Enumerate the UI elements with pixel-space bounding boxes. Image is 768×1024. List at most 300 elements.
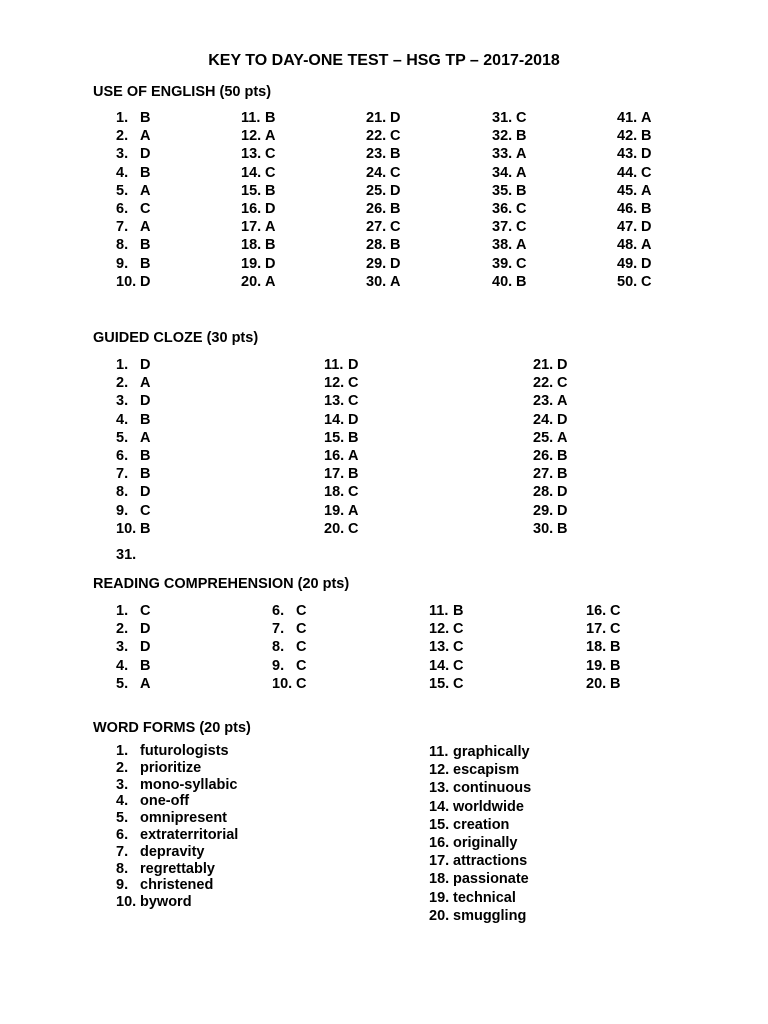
answer-text: C [296,603,307,619]
guided-cloze-column-1 [116,356,150,538]
answer-item [116,127,150,145]
question-number: 18. [324,484,345,501]
question-number: 48. [617,237,638,254]
answer-item [272,602,306,620]
answer-item [617,182,651,200]
answer-text: C [453,657,464,674]
answer-text: B [610,639,621,656]
page-title: KEY TO DAY-ONE TEST – HSG TP – 2017-2018 [208,52,560,69]
question-number: 14. [241,164,262,181]
question-number: 38. [492,237,513,254]
answer-item [272,657,306,675]
question-number: 15. [241,182,262,199]
answer-item [366,127,400,145]
answer-item [366,236,400,254]
answer-item [533,447,567,465]
answer-text: D [140,273,151,290]
question-number: 6. [116,200,129,217]
answer-item [116,273,150,291]
answer-text: C [453,621,464,638]
answer-text: A [265,128,276,145]
question-number: 3. [116,146,129,163]
answer-text: B [265,237,276,254]
answer-item [116,760,238,777]
answer-text: creation [453,816,510,833]
answer-item [366,164,400,182]
answer-item [429,743,531,761]
answer-text: C [516,219,527,236]
answer-text: mono-syllabic [140,776,238,793]
answer-text: C [348,375,359,392]
question-number: 47. [617,219,638,236]
answer-text: B [557,447,568,464]
answer-text: C [265,146,276,163]
question-number: 10. [116,894,137,911]
answer-item [116,255,150,273]
answer-item [116,447,150,465]
answer-text: B [265,110,276,126]
answer-item [533,392,567,410]
answer-text: D [140,639,151,656]
answer-text: B [641,128,652,145]
answer-text: extraterritorial [140,826,239,843]
question-number: 13. [324,393,345,410]
question-number: 28. [533,484,554,501]
answer-item [324,374,358,392]
answer-item [241,109,275,127]
answer-text: C [390,128,401,145]
question-number: 39. [492,255,513,272]
answer-text: A [140,182,151,199]
answer-text: C [348,393,359,410]
question-number: 19. [324,502,345,519]
answer-item [324,483,358,501]
reading-column-2 [272,602,306,693]
question-number: 28. [366,237,387,254]
question-number: 20. [586,675,607,692]
answer-text: D [641,219,652,236]
answer-item [429,834,531,852]
question-number: 13. [429,639,450,656]
answer-text: A [140,128,151,145]
answer-text: A [557,429,568,446]
answer-text: A [265,273,276,290]
answer-item [116,236,150,254]
question-number: 30. [533,520,554,537]
question-number: 16. [324,447,345,464]
reading-column-1 [116,602,150,693]
question-number: 1. [116,743,129,759]
answer-item [429,638,463,656]
answer-text: attractions [453,853,528,870]
guided-cloze-heading: GUIDED CLOZE (30 pts) [93,330,259,346]
question-number: 3. [116,393,129,410]
question-number: 40. [492,273,513,290]
question-number: 23. [533,393,554,410]
question-number: 2. [116,375,129,392]
answer-text: C [140,603,151,619]
answer-text: D [265,200,276,217]
answer-text: C [610,621,621,638]
answer-item [533,502,567,520]
answer-text: B [140,447,151,464]
answer-text: C [296,657,307,674]
answer-text: C [265,164,276,181]
answer-item [533,465,567,483]
question-number: 20. [429,907,450,924]
question-number: 23. [366,146,387,163]
answer-item [492,145,526,163]
question-number: 24. [366,164,387,181]
answer-item [324,356,358,374]
question-number: 11. [429,603,449,619]
reading-column-3 [429,602,463,693]
answer-item [272,620,306,638]
answer-text: B [140,255,151,272]
answer-text: C [641,164,652,181]
answer-text: C [390,164,401,181]
question-number: 3. [116,639,129,656]
question-number: 25. [533,429,554,446]
question-number: 9. [272,657,285,674]
answer-text: B [265,182,276,199]
question-number: 9. [116,502,129,519]
answer-item [617,109,651,127]
answer-item [116,675,150,693]
answer-item [116,182,150,200]
answer-text: passionate [453,871,529,888]
answer-item [324,392,358,410]
question-number: 1. [116,603,129,619]
answer-item [116,164,150,182]
answer-item [586,620,620,638]
answer-item [429,779,531,797]
answer-text: A [641,182,652,199]
answer-item [533,483,567,501]
question-number: 32. [492,128,513,145]
answer-text: B [348,466,359,483]
question-number: 16. [429,834,450,851]
answer-text: D [557,411,568,428]
answer-text: B [641,200,652,217]
question-number: 5. [116,429,129,446]
reading-column-4 [586,602,620,693]
answer-text: A [348,502,359,519]
answer-item [533,429,567,447]
question-number: 17. [586,621,607,638]
question-number: 29. [366,255,387,272]
question-number: 6. [272,603,285,619]
question-number: 49. [617,255,638,272]
question-number: 26. [366,200,387,217]
answer-item [429,870,531,888]
use-of-english-heading: USE OF ENGLISH (50 pts) [93,84,272,100]
answer-item [617,145,651,163]
answer-item [366,273,400,291]
answer-text: A [641,110,652,126]
word-forms-column-1 [116,743,238,911]
answer-item [586,638,620,656]
answer-item [366,218,400,236]
question-number: 36. [492,200,513,217]
question-number: 17. [324,466,345,483]
question-number: 12. [241,128,262,145]
answer-item [241,273,275,291]
answer-item [586,602,620,620]
answer-item [366,200,400,218]
answer-item [366,109,400,127]
question-number: 18. [586,639,607,656]
answer-text: A [140,375,151,392]
answer-item [241,218,275,236]
answer-text: A [140,219,151,236]
answer-item [272,638,306,656]
answer-item [492,273,526,291]
answer-item [366,182,400,200]
answer-text: C [140,502,151,519]
answer-item [429,602,463,620]
question-number: 7. [272,621,285,638]
answer-item [116,793,238,810]
answer-text: C [557,375,568,392]
question-number: 37. [492,219,513,236]
answer-text: C [610,603,621,619]
answer-item [492,236,526,254]
answer-item [533,411,567,429]
question-number: 25. [366,182,387,199]
question-number: 8. [116,484,129,501]
answer-item [241,236,275,254]
answer-text: technical [453,889,516,906]
answer-text: D [348,357,359,373]
question-number: 2. [116,128,129,145]
question-number: 46. [617,200,638,217]
question-number: 18. [241,237,262,254]
answer-text: B [610,657,621,674]
answer-item [324,429,358,447]
question-number: 19. [429,889,450,906]
answer-item [429,889,531,907]
answer-text: A [140,429,151,446]
answer-item [241,164,275,182]
answer-text: originally [453,834,518,851]
answer-item [116,429,150,447]
answer-item [586,675,620,693]
reading-comprehension-heading: READING COMPREHENSION (20 pts) [93,576,350,592]
question-number: 12. [429,621,450,638]
answer-item [116,109,150,127]
answer-item [617,200,651,218]
answer-item [492,109,526,127]
answer-item [116,411,150,429]
answer-text: A [390,273,401,290]
question-number: 15. [429,675,450,692]
answer-text: B [140,411,151,428]
question-number: 50. [617,273,638,290]
answer-text: A [516,237,527,254]
question-number: 29. [533,502,554,519]
answer-item [324,520,358,538]
answer-text: B [140,520,151,537]
answer-text: B [140,237,151,254]
answer-text: B [140,466,151,483]
answer-item [116,827,238,844]
use-of-english-column-1 [116,109,150,291]
answer-item [429,620,463,638]
question-number: 6. [116,447,129,464]
answer-item [116,392,150,410]
answer-item [116,657,150,675]
answer-item [429,657,463,675]
answer-item [492,164,526,182]
answer-text: A [348,447,359,464]
question-number: 7. [116,466,129,483]
answer-item [429,852,531,870]
answer-item [116,620,150,638]
answer-item [116,877,238,894]
answer-text: B [390,146,401,163]
answer-text: continuous [453,780,532,797]
answer-text: C [140,200,151,217]
question-number: 43. [617,146,638,163]
answer-item [492,182,526,200]
answer-item [116,861,238,878]
question-number: 2. [116,759,129,776]
answer-item [116,200,150,218]
question-number: 15. [429,816,450,833]
answer-item [324,502,358,520]
answer-text: C [516,255,527,272]
answer-text: D [557,484,568,501]
answer-item [116,844,238,861]
answer-text: C [453,639,464,656]
question-number: 26. [533,447,554,464]
answer-item [533,520,567,538]
guided-cloze-extra-item: 31. [116,547,137,563]
answer-text: D [140,621,151,638]
word-forms-column-2 [429,743,531,925]
question-number: 30. [366,273,387,290]
question-number: 14. [429,657,450,674]
question-number: 4. [116,793,129,810]
answer-item [617,218,651,236]
answer-text: C [516,110,527,126]
question-number: 17. [241,219,262,236]
answer-text: D [140,484,151,501]
answer-text: C [296,675,307,692]
question-number: 4. [116,411,129,428]
question-number: 22. [366,128,387,145]
question-number: 10. [272,675,293,692]
question-number: 27. [366,219,387,236]
answer-item [116,465,150,483]
question-number: 27. [533,466,554,483]
answer-item [617,164,651,182]
answer-text: D [348,411,359,428]
answer-item [241,200,275,218]
answer-item [429,907,531,925]
question-number: 5. [116,675,129,692]
answer-item [116,638,150,656]
question-number: 17. [429,853,450,870]
question-number: 13. [429,780,450,797]
answer-text: A [140,675,151,692]
answer-item [429,816,531,834]
guided-cloze-column-3 [533,356,567,538]
answer-text: D [557,357,568,373]
answer-text: futurologists [140,743,229,759]
question-number: 1. [116,110,129,126]
answer-item [241,145,275,163]
question-number: 15. [324,429,345,446]
question-number: 34. [492,164,513,181]
answer-item [492,218,526,236]
answer-text: omnipresent [140,810,228,827]
question-number: 14. [429,798,450,815]
question-number: 13. [241,146,262,163]
answer-text: B [516,128,527,145]
answer-text: B [348,429,359,446]
question-number: 7. [116,843,129,860]
answer-text: D [390,182,401,199]
answer-text: D [641,146,652,163]
answer-text: B [390,200,401,217]
answer-text: B [516,182,527,199]
question-number: 2. [116,621,129,638]
answer-text: B [453,603,464,619]
question-number: 22. [533,375,554,392]
question-number: 10. [116,273,137,290]
answer-item [116,356,150,374]
answer-item [116,810,238,827]
answer-text: smuggling [453,907,527,924]
answer-text: B [557,520,568,537]
question-number: 7. [116,219,129,236]
answer-item [366,145,400,163]
answer-item [492,127,526,145]
question-number: 19. [586,657,607,674]
question-number: 42. [617,128,638,145]
question-number: 14. [324,411,345,428]
answer-item [617,236,651,254]
answer-text: C [516,200,527,217]
answer-item [116,218,150,236]
answer-text: D [557,502,568,519]
answer-item [533,374,567,392]
answer-text: D [641,255,652,272]
question-number: 19. [241,255,262,272]
use-of-english-column-4 [492,109,526,291]
answer-text: byword [140,894,192,911]
answer-item [366,255,400,273]
answer-text: B [140,110,151,126]
question-number: 3. [116,776,129,793]
question-number: 8. [116,237,129,254]
answer-text: B [140,164,151,181]
answer-item [116,483,150,501]
use-of-english-column-3 [366,109,400,291]
question-number: 11. [429,744,449,760]
use-of-english-column-5 [617,109,651,291]
answer-text: B [390,237,401,254]
answer-item [324,447,358,465]
question-number: 20. [241,273,262,290]
answer-text: depravity [140,843,205,860]
answer-item [116,520,150,538]
answer-text: C [390,219,401,236]
answer-item [617,127,651,145]
question-number: 5. [116,810,129,827]
